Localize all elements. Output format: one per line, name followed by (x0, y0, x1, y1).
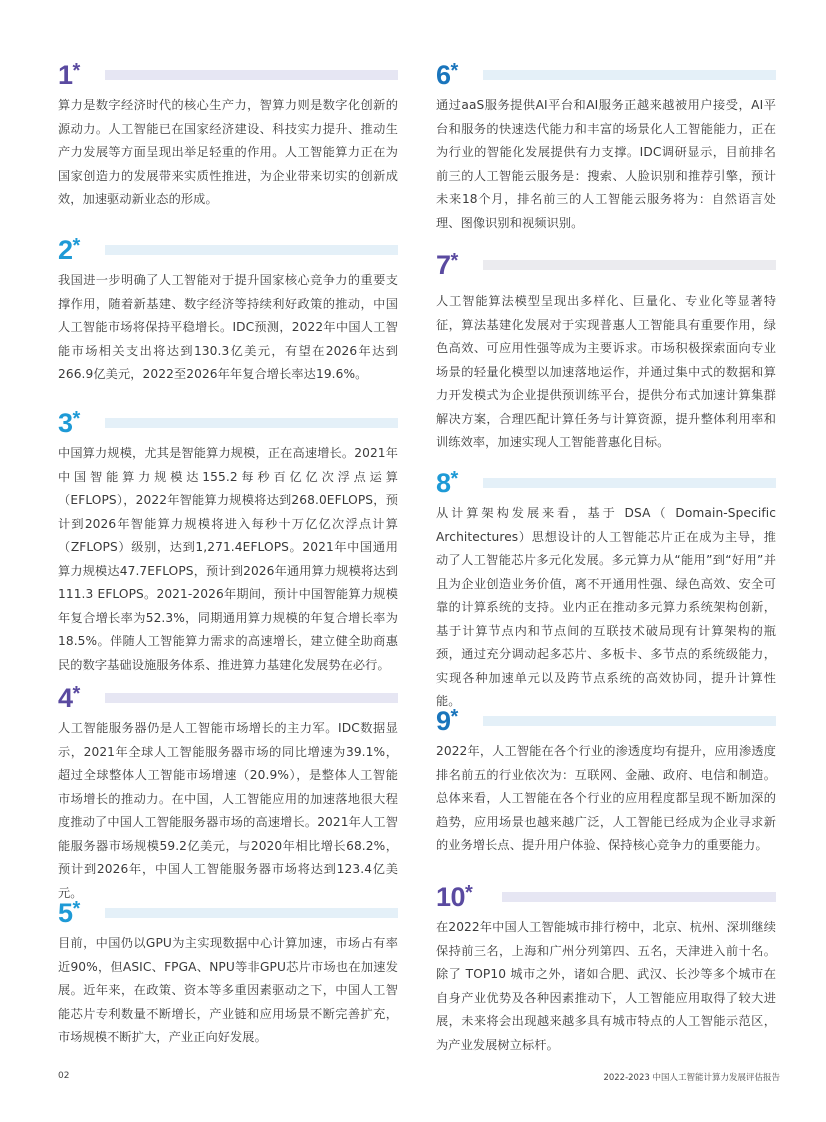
section-number: 8* (436, 468, 458, 498)
section-number: 2* (58, 235, 80, 265)
section-number: 5* (58, 898, 80, 928)
section-text: 中国算力规模，尤其是智能算力规模，正在高速增长。2021年中国智能算力规模达155.2每秒百亿亿次浮点运算（EFLOPS），2022年智能算力规模将达到268.0EFLOPS，预计到2026年智能算力规模将进入每秒十万亿亿次浮点计算（ZFLOPS）级别，达到1,271.4EFLOPS。2021年中国通用算力规模达47.7EFLOPS，预计到2026年通用算力规模将达到111.3 EFLOPS。2021-2026年期间，预计中国智能算力规模年复合增长率为52.3%，同期通用算力规模的年复合增长率为18.5%。伴随人工智能算力需求的高速增长，建立健全助商惠民的数字基础设施服务体系、推进算力基建化发展势在必行。 (58, 446, 398, 672)
section-text: 在2022年中国人工智能城市排行榜中，北京、杭州、深圳继续保持前三名，上海和广州分列第四、五名，天津进入前十名。除了 TOP10 城市之外，诸如合肥、武汉、长沙等多个城市在自身产业优势及各种因素推动下，人工智能应用取得了较大进展，未来将会出现越来越多具有城市特点的人工智能示范区，为产业发展树立标杆。 (436, 920, 776, 1052)
section-number: 4* (58, 683, 80, 713)
section-4 (58, 683, 398, 905)
section-text: 算力是数字经济时代的核心生产力，智算力则是数字化创新的源动力。人工智能已在国家经济建设、科技实力提升、推动生产力发展等方面呈现出举足轻重的作用。人工智能算力正在为国家创造力的发展带来实质性推进，为企业带来切实的创新成效，加速驱动新业态的形成。 (58, 98, 398, 206)
section-text: 从计算架构发展来看，基于 DSA（ Domain-Specific Architectures）思想设计的人工智能芯片正在成为主导，推动了人工智能芯片多元化发展。多元算力从“能用”到“好用”并且为企业创造业务价值，离不开通用性强、绿色高效、安全可靠的计算系统的支持。业内正在推动多元算力系统架构创新，基于计算节点内和节点间的互联技术破局现有计算架构的瓶颈，通过充分调动起多芯片、多板卡、多节点的系统级能力，实现各种加速单元以及跨节点系统的高效协同，提升计算性能。 (436, 506, 776, 708)
section-divider-bar (105, 245, 398, 255)
section-6 (436, 60, 776, 235)
section-text: 人工智能服务器仍是人工智能市场增长的主力军。IDC数据显示，2021年全球人工智能服务器市场的同比增速为39.1%，超过全球整体人工智能市场增速（20.9%），是整体人工智能市场增长的推动力。在中国，人工智能应用的加速落地很大程度推动了中国人工智能服务器市场的高速增长。2021年人工智能服务器市场规模59.2亿美元，与2020年相比增长68.2%，预计到2026年，中国人工智能服务器市场将达到123.4亿美元。 (58, 721, 398, 900)
section-1 (58, 60, 398, 212)
section-divider-bar (105, 418, 398, 428)
section-number: 6* (436, 60, 458, 90)
section-3 (58, 408, 398, 677)
section-number: 1* (58, 60, 80, 90)
section-2 (58, 235, 398, 387)
section-8 (436, 468, 776, 714)
section-number: 10* (436, 882, 473, 912)
section-divider-bar (502, 892, 776, 902)
section-divider-bar (105, 693, 398, 703)
section-number: 9* (436, 706, 458, 736)
section-number: 3* (58, 408, 80, 438)
section-9 (436, 706, 776, 858)
report-title: 2022-2023 中国人工智能计算力发展评估报告 (603, 1073, 780, 1083)
section-divider-bar (105, 70, 398, 80)
section-divider-bar (483, 478, 776, 488)
section-text: 2022年，人工智能在各个行业的渗透度均有提升，应用渗透度排名前五的行业依次为：互联网、金融、政府、电信和制造。总体来看，人工智能在各个行业的应用程度都呈现不断加深的趋势，应用场景也越来越广泛，人工智能已经成为企业寻求新的业务增长点、提升用户体验、保持核心竞争力的重要能力。 (436, 744, 776, 852)
section-text: 我国进一步明确了人工智能对于提升国家核心竞争力的重要支撑作用，随着新基建、数字经济等持续利好政策的推动，中国人工智能市场将保持平稳增长。IDC预测，2022年中国人工智能市场相关支出将达到130.3亿美元，有望在2026年达到266.9亿美元，2022至2026年年复合增长率达19.6%。 (58, 273, 398, 381)
section-number: 7* (436, 250, 458, 280)
section-5 (58, 898, 398, 1050)
section-divider-bar (483, 716, 776, 726)
section-text: 人工智能算法模型呈现出多样化、巨量化、专业化等显著特征，算法基建化发展对于实现普惠人工智能具有重要作用，绿色高效、可应用性强等成为主要诉求。市场积极探索面向专业场景的轻量化模型以加速落地运作，并通过集中式的数据和算力开发模式为企业提供预训练平台，提供分布式加速计算集群解决方案，合理匹配计算任务与计算资源，提升整体利用率和训练效率，加速实现人工智能普惠化目标。 (436, 294, 776, 449)
page-number: 02 (58, 1071, 70, 1081)
section-divider-bar (105, 908, 398, 918)
section-10 (436, 882, 776, 1057)
section-divider-bar (483, 260, 776, 270)
section-divider-bar (483, 70, 776, 80)
section-text: 目前，中国仍以GPU为主实现数据中心计算加速，市场占有率近90%，但ASIC、FPGA、NPU等非GPU芯片市场也在加速发展。近年来，在政策、资本等多重因素驱动之下，中国人工智能芯片专利数量不断增长，产业链和应用场景不断完善扩充，市场规模不断扩大，产业正向好发展。 (58, 936, 398, 1044)
section-7 (436, 250, 776, 455)
section-text: 通过aaS服务提供AI平台和AI服务正越来越被用户接受，AI平台和服务的快速迭代能力和丰富的场景化人工智能能力，正在为行业的智能化发展提供有力支撑。IDC调研显示，目前排名前三的人工智能云服务是：搜索、人脸识别和推荐引擎，预计未来18个月，排名前三的人工智能云服务将为：自然语言处理、图像识别和视频识别。 (436, 98, 776, 230)
